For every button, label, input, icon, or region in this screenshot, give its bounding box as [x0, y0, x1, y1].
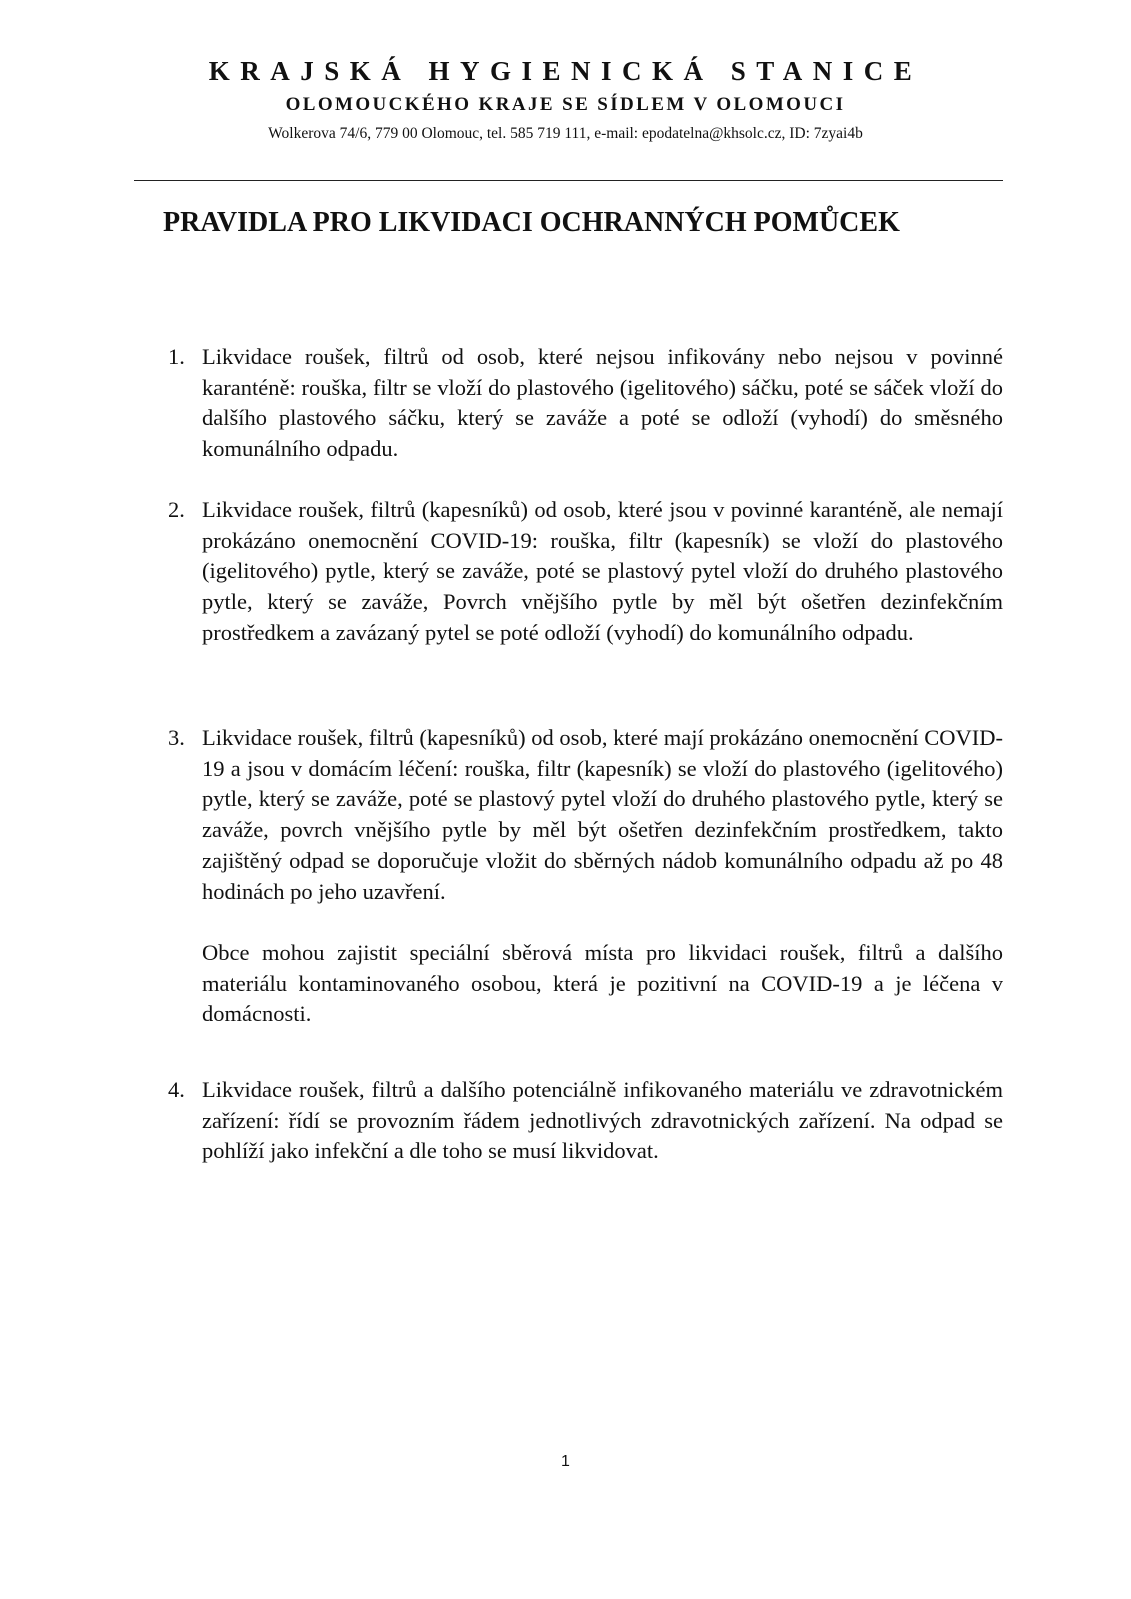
rule-number: 2.	[168, 497, 185, 522]
rule-number: 4.	[168, 1077, 185, 1102]
organization-name: KRAJSKÁ HYGIENICKÁ STANICE	[208, 56, 923, 86]
page-number: 1	[561, 1453, 570, 1470]
rule-text: Likvidace roušek, filtrů (kapesníků) od osob, které jsou v povinné karanténě, ale nemají prokázáno onemocnění COVID-19: rouška, filtr (kapesník) se vloží do plastového (igelitového) pytle, který se zaváže, poté se plastový pytel vloží do druhého plastového pytle, který se zaváže, Povrch vnějšího pytle by měl být ošetřen dezinfekčním prostředkem a zavázaný pytel se poté odloží (vyhodí) do komunálního odpadu.	[202, 497, 1003, 645]
document-title: PRAVIDLA PRO LIKVIDACI OCHRANNÝCH POMŮCEK	[163, 207, 900, 238]
header-divider	[134, 180, 1003, 181]
rule-text: Likvidace roušek, filtrů a dalšího potenciálně infikovaného materiálu ve zdravotnickém zařízení: řídí se provozním řádem jednotlivých zdravotnických zařízení. Na odpad se pohlíží jako infekční a dle toho se musí likvidovat.	[202, 1077, 1003, 1164]
organization-region: OLOMOUCKÉHO KRAJE SE SÍDLEM V OLOMOUCI	[285, 94, 846, 115]
rule-text: Likvidace roušek, filtrů od osob, které nejsou infikovány nebo nejsou v povinné karanténě: rouška, filtr se vloží do plastového (igelitového) sáčku, poté se sáček vloží do dalšího plastového sáčku, který se zaváže a poté se odloží (vyhodí) do směsného komunálního odpadu.	[202, 344, 1003, 462]
rule-number: 1.	[168, 344, 185, 369]
rule-number: 3.	[168, 725, 185, 750]
rule-note: Obce mohou zajistit speciální sběrová místa pro likvidaci roušek, filtrů a dalšího materiálu kontaminovaného osobou, která je pozitivní na COVID-19 a je léčena v domácnosti.	[202, 940, 1003, 1027]
organization-contact: Wolkerova 74/6, 779 00 Olomouc, tel. 585 719 111, e-mail: epodatelna@khsolc.cz, ID: 7zyai4b	[268, 125, 863, 142]
rule-text: Likvidace roušek, filtrů (kapesníků) od osob, které mají prokázáno onemocnění COVID-19 a jsou v domácím léčení: rouška, filtr (kapesník) se vloží do plastového (igelitového) pytle, který se zaváže, poté se plastový pytel vloží do druhého plastového pytle, který se zaváže, povrch vnějšího pytle by měl být ošetřen dezinfekčním prostředkem, takto zajištěný odpad se doporučuje vložit do sběrných nádob komunálního odpadu až po 48 hodinách po jeho uzavření.	[202, 725, 1004, 904]
